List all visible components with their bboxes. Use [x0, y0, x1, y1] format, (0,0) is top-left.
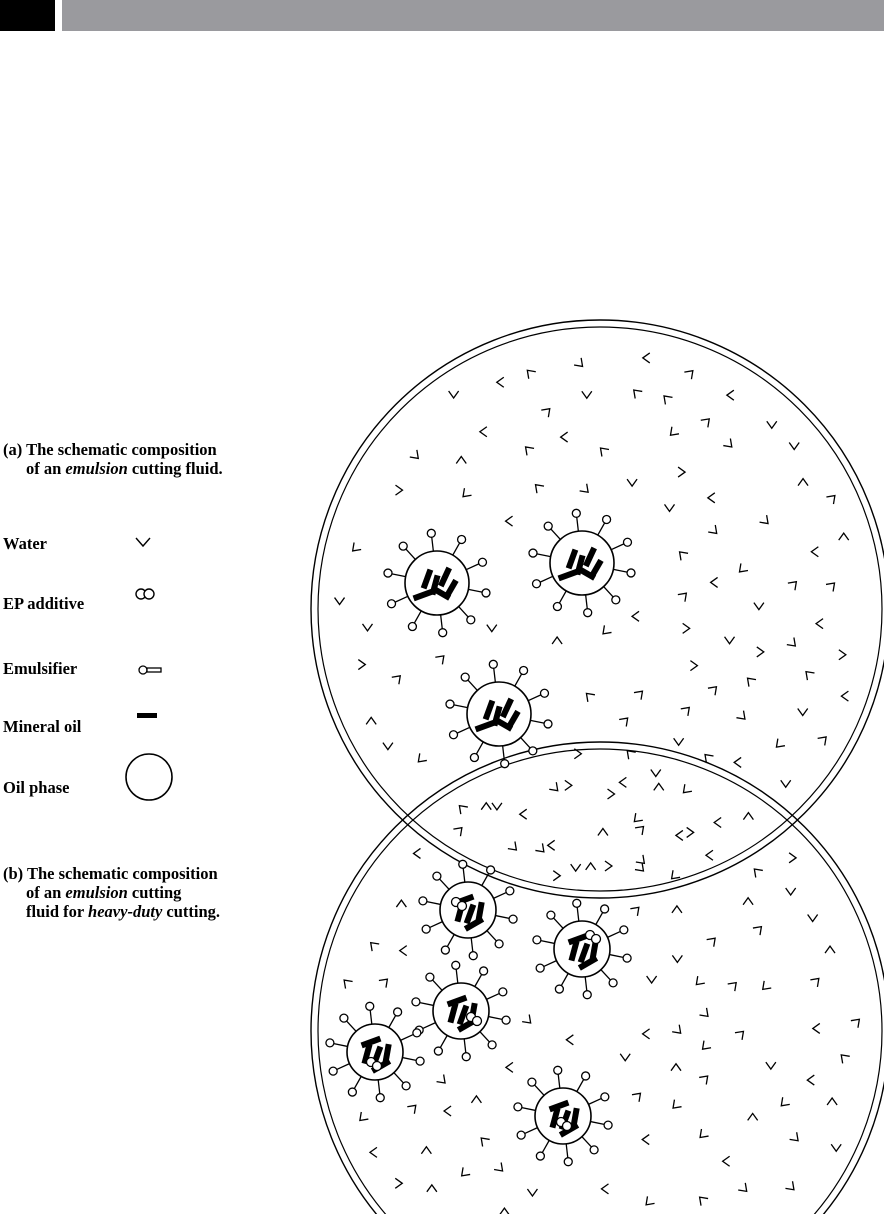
water-molecule — [826, 492, 838, 504]
water-molecule — [708, 525, 720, 537]
water-molecule — [683, 623, 690, 633]
water-molecule — [453, 824, 465, 836]
water-molecule — [851, 1016, 863, 1028]
emulsifier-molecule — [450, 727, 470, 738]
water-molecule — [634, 688, 646, 700]
water-molecule — [487, 625, 497, 632]
water-molecule — [728, 979, 740, 991]
water-molecule — [410, 450, 422, 462]
water-chevron-icon — [136, 538, 150, 546]
water-molecule — [785, 1181, 797, 1193]
water-molecule — [707, 935, 719, 947]
water-molecule — [723, 438, 735, 450]
emulsifier-molecule — [554, 1066, 562, 1088]
water-molecule — [671, 1064, 681, 1071]
emulsifier-molecule — [340, 1014, 356, 1031]
emulsifier-molecule — [489, 660, 497, 682]
water-molecule — [608, 789, 615, 799]
water-molecule — [444, 1106, 451, 1116]
emulsifier-molecule — [584, 595, 592, 617]
emulsifier-molecule — [529, 549, 551, 557]
emulsifier-molecule — [434, 1035, 447, 1055]
emulsifier-icon — [139, 666, 161, 674]
water-molecule — [672, 1025, 684, 1037]
panel-b-fluid-circle — [311, 742, 884, 1214]
caption-b-line1: (b) The schematic composition — [3, 864, 218, 883]
emulsifier-molecule — [613, 569, 635, 577]
emulsifier-molecule — [470, 742, 483, 762]
emulsifier-molecule — [422, 922, 442, 933]
oil-droplet — [514, 1066, 612, 1165]
water-molecule — [736, 711, 748, 723]
water-molecule — [580, 484, 592, 496]
water-molecule — [680, 784, 692, 796]
water-molecule — [723, 1156, 730, 1166]
water-molecule — [367, 939, 379, 951]
water-molecule — [601, 1184, 608, 1194]
water-molecule — [697, 1129, 709, 1141]
water-molecule — [449, 391, 459, 398]
water-molecule — [767, 421, 777, 428]
water-molecule — [808, 914, 818, 921]
water-molecule — [400, 946, 407, 956]
water-molecule — [522, 443, 534, 455]
water-molecule — [736, 563, 748, 575]
caption-b-line2: of an emulsion cutting — [26, 883, 182, 902]
water-molecule — [678, 467, 685, 477]
water-molecule — [349, 542, 361, 554]
water-molecule — [827, 1098, 837, 1105]
water-molecule — [766, 1062, 776, 1069]
water-molecule — [643, 1196, 655, 1208]
emulsifier-molecule — [515, 666, 528, 686]
water-molecule — [597, 445, 609, 457]
water-molecule — [395, 485, 402, 495]
water-molecule — [676, 830, 683, 840]
water-molecule — [492, 803, 502, 810]
water-molecule — [624, 747, 636, 759]
water-molecule — [684, 367, 696, 379]
water-molecule — [696, 1194, 708, 1206]
water-molecule — [508, 842, 520, 854]
water-molecule — [654, 783, 664, 790]
water-molecule — [711, 577, 718, 587]
emulsifier-molecule — [453, 535, 466, 555]
water-molecule — [810, 975, 822, 987]
water-molecule — [665, 504, 675, 511]
water-molecule — [370, 1147, 377, 1157]
water-molecule — [630, 386, 642, 398]
water-molecule — [437, 1075, 449, 1087]
water-molecule — [753, 923, 765, 935]
water-molecule — [735, 1028, 747, 1040]
emulsifier-molecule — [590, 1121, 612, 1129]
water-molecule — [480, 427, 487, 437]
water-molecule — [816, 619, 823, 629]
water-molecule — [708, 493, 715, 503]
water-molecule — [744, 675, 756, 687]
water-molecule — [566, 1035, 573, 1045]
water-molecule — [392, 672, 404, 684]
water-molecule — [552, 637, 562, 644]
emulsifier-molecule — [446, 700, 468, 708]
water-molecule — [627, 479, 637, 486]
water-molecule — [725, 637, 735, 644]
water-molecule — [335, 598, 345, 605]
emulsifier-molecule — [399, 542, 415, 559]
water-molecule — [738, 1183, 750, 1195]
emulsifier-molecule — [598, 515, 611, 535]
water-molecule — [825, 946, 835, 953]
water-molecule — [647, 976, 657, 983]
water-molecule — [532, 481, 544, 493]
panel-a-fluid-circle — [311, 320, 884, 898]
emulsifier-molecule — [412, 998, 434, 1006]
water-molecule — [362, 624, 372, 631]
emulsifier-molecule — [433, 872, 449, 889]
water-molecule — [681, 704, 693, 716]
emulsifier-molecule — [536, 961, 556, 972]
emulsifier-molecule — [533, 936, 555, 944]
emulsifier-molecule — [533, 576, 553, 587]
water-molecule — [778, 1097, 790, 1109]
water-molecule — [561, 432, 568, 442]
water-molecule — [407, 1102, 419, 1114]
emulsifier-molecule — [426, 973, 442, 990]
water-molecule — [798, 479, 808, 486]
emulsifier-molecule — [488, 1016, 510, 1024]
water-molecule — [708, 683, 720, 695]
water-molecule — [421, 1147, 431, 1154]
water-molecule — [734, 757, 741, 767]
water-molecule — [687, 827, 694, 837]
water-molecule — [743, 813, 753, 820]
emulsifier-molecule — [427, 529, 435, 551]
water-molecule — [701, 415, 713, 427]
water-molecule — [379, 976, 391, 988]
water-molecule — [599, 625, 611, 637]
water-molecule — [586, 863, 596, 870]
water-molecule — [789, 443, 799, 450]
emulsifier-molecule — [402, 1057, 424, 1065]
water-molecule — [630, 904, 642, 916]
water-molecule — [674, 738, 684, 745]
water-molecule — [632, 611, 639, 621]
emulsifier-molecule — [544, 522, 560, 539]
water-molecule — [456, 802, 468, 814]
legend-label-mineral-oil: Mineral oil — [3, 717, 82, 736]
water-molecule — [583, 690, 595, 702]
emulsifier-molecule — [394, 1073, 410, 1090]
emulsifier-molecule — [452, 961, 460, 983]
emulsifier-molecule — [487, 931, 503, 948]
water-molecule — [619, 715, 631, 727]
emulsifier-molecule — [583, 977, 591, 999]
legend-label-ep-additive: EP additive — [3, 594, 85, 613]
water-molecule — [456, 456, 466, 463]
water-molecule — [506, 1062, 513, 1072]
emulsifier-molecule — [577, 1072, 590, 1092]
emulsifier-molecule — [495, 915, 517, 923]
water-molecule — [706, 850, 713, 860]
emulsifier-molecule — [348, 1076, 361, 1096]
water-molecule — [660, 392, 672, 404]
emulsifier-molecule — [582, 1137, 598, 1154]
water-molecule — [548, 840, 555, 850]
water-molecule — [415, 753, 427, 765]
water-molecule — [598, 829, 608, 836]
oil-droplet — [419, 860, 517, 959]
water-molecule — [838, 1051, 850, 1063]
caption-a-line1: (a) The schematic composition — [3, 440, 217, 459]
water-molecule — [524, 367, 536, 379]
emulsifier-molecule — [553, 591, 566, 611]
emulsifier-molecule — [596, 905, 609, 925]
legend-label-water: Water — [3, 534, 47, 553]
water-molecule — [757, 647, 764, 657]
emulsifier-molecule — [459, 607, 475, 624]
emulsifier-molecule — [376, 1080, 384, 1102]
water-molecule — [802, 668, 814, 680]
emulsifier-molecule — [528, 689, 548, 700]
water-molecule — [605, 861, 612, 871]
water-molecule — [499, 1208, 509, 1214]
water-molecule — [667, 427, 679, 439]
water-molecule — [754, 603, 764, 610]
water-molecule — [781, 780, 791, 787]
water-molecule — [435, 652, 447, 664]
water-molecule — [574, 358, 586, 370]
emulsifier-molecule — [400, 1029, 420, 1040]
emulsifier-molecule — [547, 911, 563, 928]
emulsifier-molecule — [329, 1064, 349, 1075]
water-molecule — [643, 353, 650, 363]
water-molecule — [481, 803, 491, 810]
water-molecule — [841, 691, 848, 701]
emulsifier-molecule — [459, 860, 467, 882]
emulsifier-molecule — [493, 887, 513, 898]
oil-droplet — [412, 961, 510, 1060]
emulsifier-molecule — [555, 973, 568, 993]
water-molecule — [522, 1015, 534, 1027]
water-molecule — [413, 848, 420, 858]
water-molecule — [395, 1178, 402, 1188]
water-molecule — [520, 809, 527, 819]
emulsifier-molecule — [408, 611, 421, 631]
water-molecule — [620, 1054, 630, 1061]
water-molecule — [427, 1185, 437, 1192]
emulsifier-molecule — [572, 509, 580, 531]
emulsifier-molecule — [466, 558, 486, 569]
water-molecule — [693, 976, 705, 988]
emulsifier-molecule — [514, 1103, 536, 1111]
emulsifier-molecule — [461, 673, 477, 690]
oil-phase-icon — [126, 754, 172, 800]
legend-label-oil-phase: Oil phase — [3, 778, 70, 797]
emulsifier-molecule — [573, 899, 581, 921]
emulsifier-molecule — [462, 1039, 470, 1061]
emulsifier-molecule — [469, 938, 477, 960]
water-molecule — [751, 865, 763, 877]
water-molecule — [341, 977, 353, 989]
water-molecule — [699, 1008, 711, 1020]
ep-additive-icon — [136, 589, 154, 599]
water-molecule — [788, 578, 800, 590]
emulsifier-molecule — [468, 589, 490, 597]
water-molecule — [807, 1075, 814, 1085]
emulsifier-molecule — [384, 569, 406, 577]
emulsifier-molecule — [536, 1140, 549, 1160]
emulsifier-molecule — [517, 1128, 537, 1139]
oil-droplet — [529, 509, 635, 616]
emulsifier-molecule — [475, 967, 488, 987]
water-molecule — [818, 733, 830, 745]
water-molecule — [831, 1144, 841, 1151]
emulsifier-molecule — [389, 1008, 402, 1028]
water-molecule — [631, 813, 643, 825]
water-molecule — [811, 547, 818, 557]
water-molecule — [471, 1096, 481, 1103]
emulsifier-molecule — [528, 1078, 544, 1095]
water-molecule — [787, 638, 799, 650]
emulsifier-molecule — [480, 1032, 496, 1049]
water-molecule — [813, 1023, 820, 1033]
water-molecule — [672, 906, 682, 913]
emulsifier-molecule — [604, 587, 620, 604]
water-molecule — [571, 864, 581, 871]
water-molecule — [549, 782, 561, 794]
water-molecule — [478, 1135, 490, 1147]
oil-droplet — [326, 1002, 424, 1101]
water-molecule — [535, 843, 547, 855]
water-molecule — [743, 898, 753, 905]
legend-label-emulsifier: Emulsifier — [3, 659, 78, 678]
water-molecule — [786, 888, 796, 895]
water-molecule — [497, 377, 504, 387]
water-molecule — [632, 1090, 644, 1102]
oil-droplet — [446, 660, 552, 767]
caption-b-line3: fluid for heavy-duty cutting. — [26, 902, 221, 921]
water-molecule — [459, 488, 471, 500]
water-molecule — [759, 981, 771, 993]
water-molecule — [672, 955, 682, 962]
oil-droplets — [326, 509, 635, 1165]
water-molecule — [714, 818, 721, 828]
water-molecule — [383, 743, 393, 750]
water-molecule — [553, 871, 560, 881]
water-molecule — [651, 770, 661, 777]
emulsifier-molecule — [326, 1039, 348, 1047]
emulsifier-molecule — [601, 970, 617, 987]
water-molecule — [643, 1029, 650, 1039]
water-molecule — [494, 1162, 506, 1174]
emulsifier-molecule — [388, 596, 408, 607]
emulsifier-molecule — [439, 615, 447, 637]
emulsifier-molecule — [486, 988, 506, 999]
water-molecule — [760, 515, 772, 527]
emulsifier-molecule — [441, 934, 454, 954]
water-molecule — [565, 780, 572, 790]
water-molecule — [642, 1135, 649, 1145]
emulsifier-molecule — [564, 1144, 572, 1166]
panel-b-water-molecules — [341, 782, 863, 1214]
water-molecule — [790, 1132, 802, 1144]
water-molecule — [506, 516, 513, 526]
water-molecule — [635, 823, 647, 835]
oil-droplet — [533, 899, 631, 998]
water-molecule — [789, 853, 796, 863]
water-molecule — [839, 533, 849, 540]
water-molecule — [541, 405, 553, 417]
water-molecule — [798, 708, 808, 715]
water-molecule — [396, 900, 406, 907]
water-molecule — [527, 1189, 537, 1196]
water-molecule — [826, 579, 838, 591]
water-molecule — [358, 660, 365, 670]
water-molecule — [699, 1041, 711, 1053]
water-molecule — [619, 777, 626, 787]
mineral-oil-icon — [137, 713, 157, 718]
water-molecule — [727, 390, 734, 400]
emulsifier-molecule — [609, 954, 631, 962]
water-molecule — [690, 661, 697, 671]
water-molecule — [748, 1113, 758, 1120]
water-molecule — [670, 1100, 682, 1112]
water-molecule — [635, 862, 647, 874]
emulsifier-molecule — [419, 897, 441, 905]
water-molecule — [678, 590, 690, 602]
water-molecule — [366, 717, 376, 724]
emulsifier-molecule — [366, 1002, 374, 1024]
water-molecule — [773, 739, 785, 751]
water-molecule — [458, 1167, 470, 1179]
water-molecule — [699, 1073, 711, 1085]
emulsifier-molecule — [530, 720, 552, 728]
oil-droplet — [384, 529, 490, 636]
caption-a-line2: of an emulsion cutting fluid. — [26, 459, 223, 478]
emulsifier-molecule — [588, 1093, 608, 1104]
water-molecule — [582, 391, 592, 398]
emulsifier-molecule — [607, 926, 627, 937]
emulsifier-molecule — [611, 538, 631, 549]
water-molecule — [676, 548, 688, 560]
water-molecule — [839, 650, 846, 660]
water-molecule — [356, 1112, 368, 1124]
